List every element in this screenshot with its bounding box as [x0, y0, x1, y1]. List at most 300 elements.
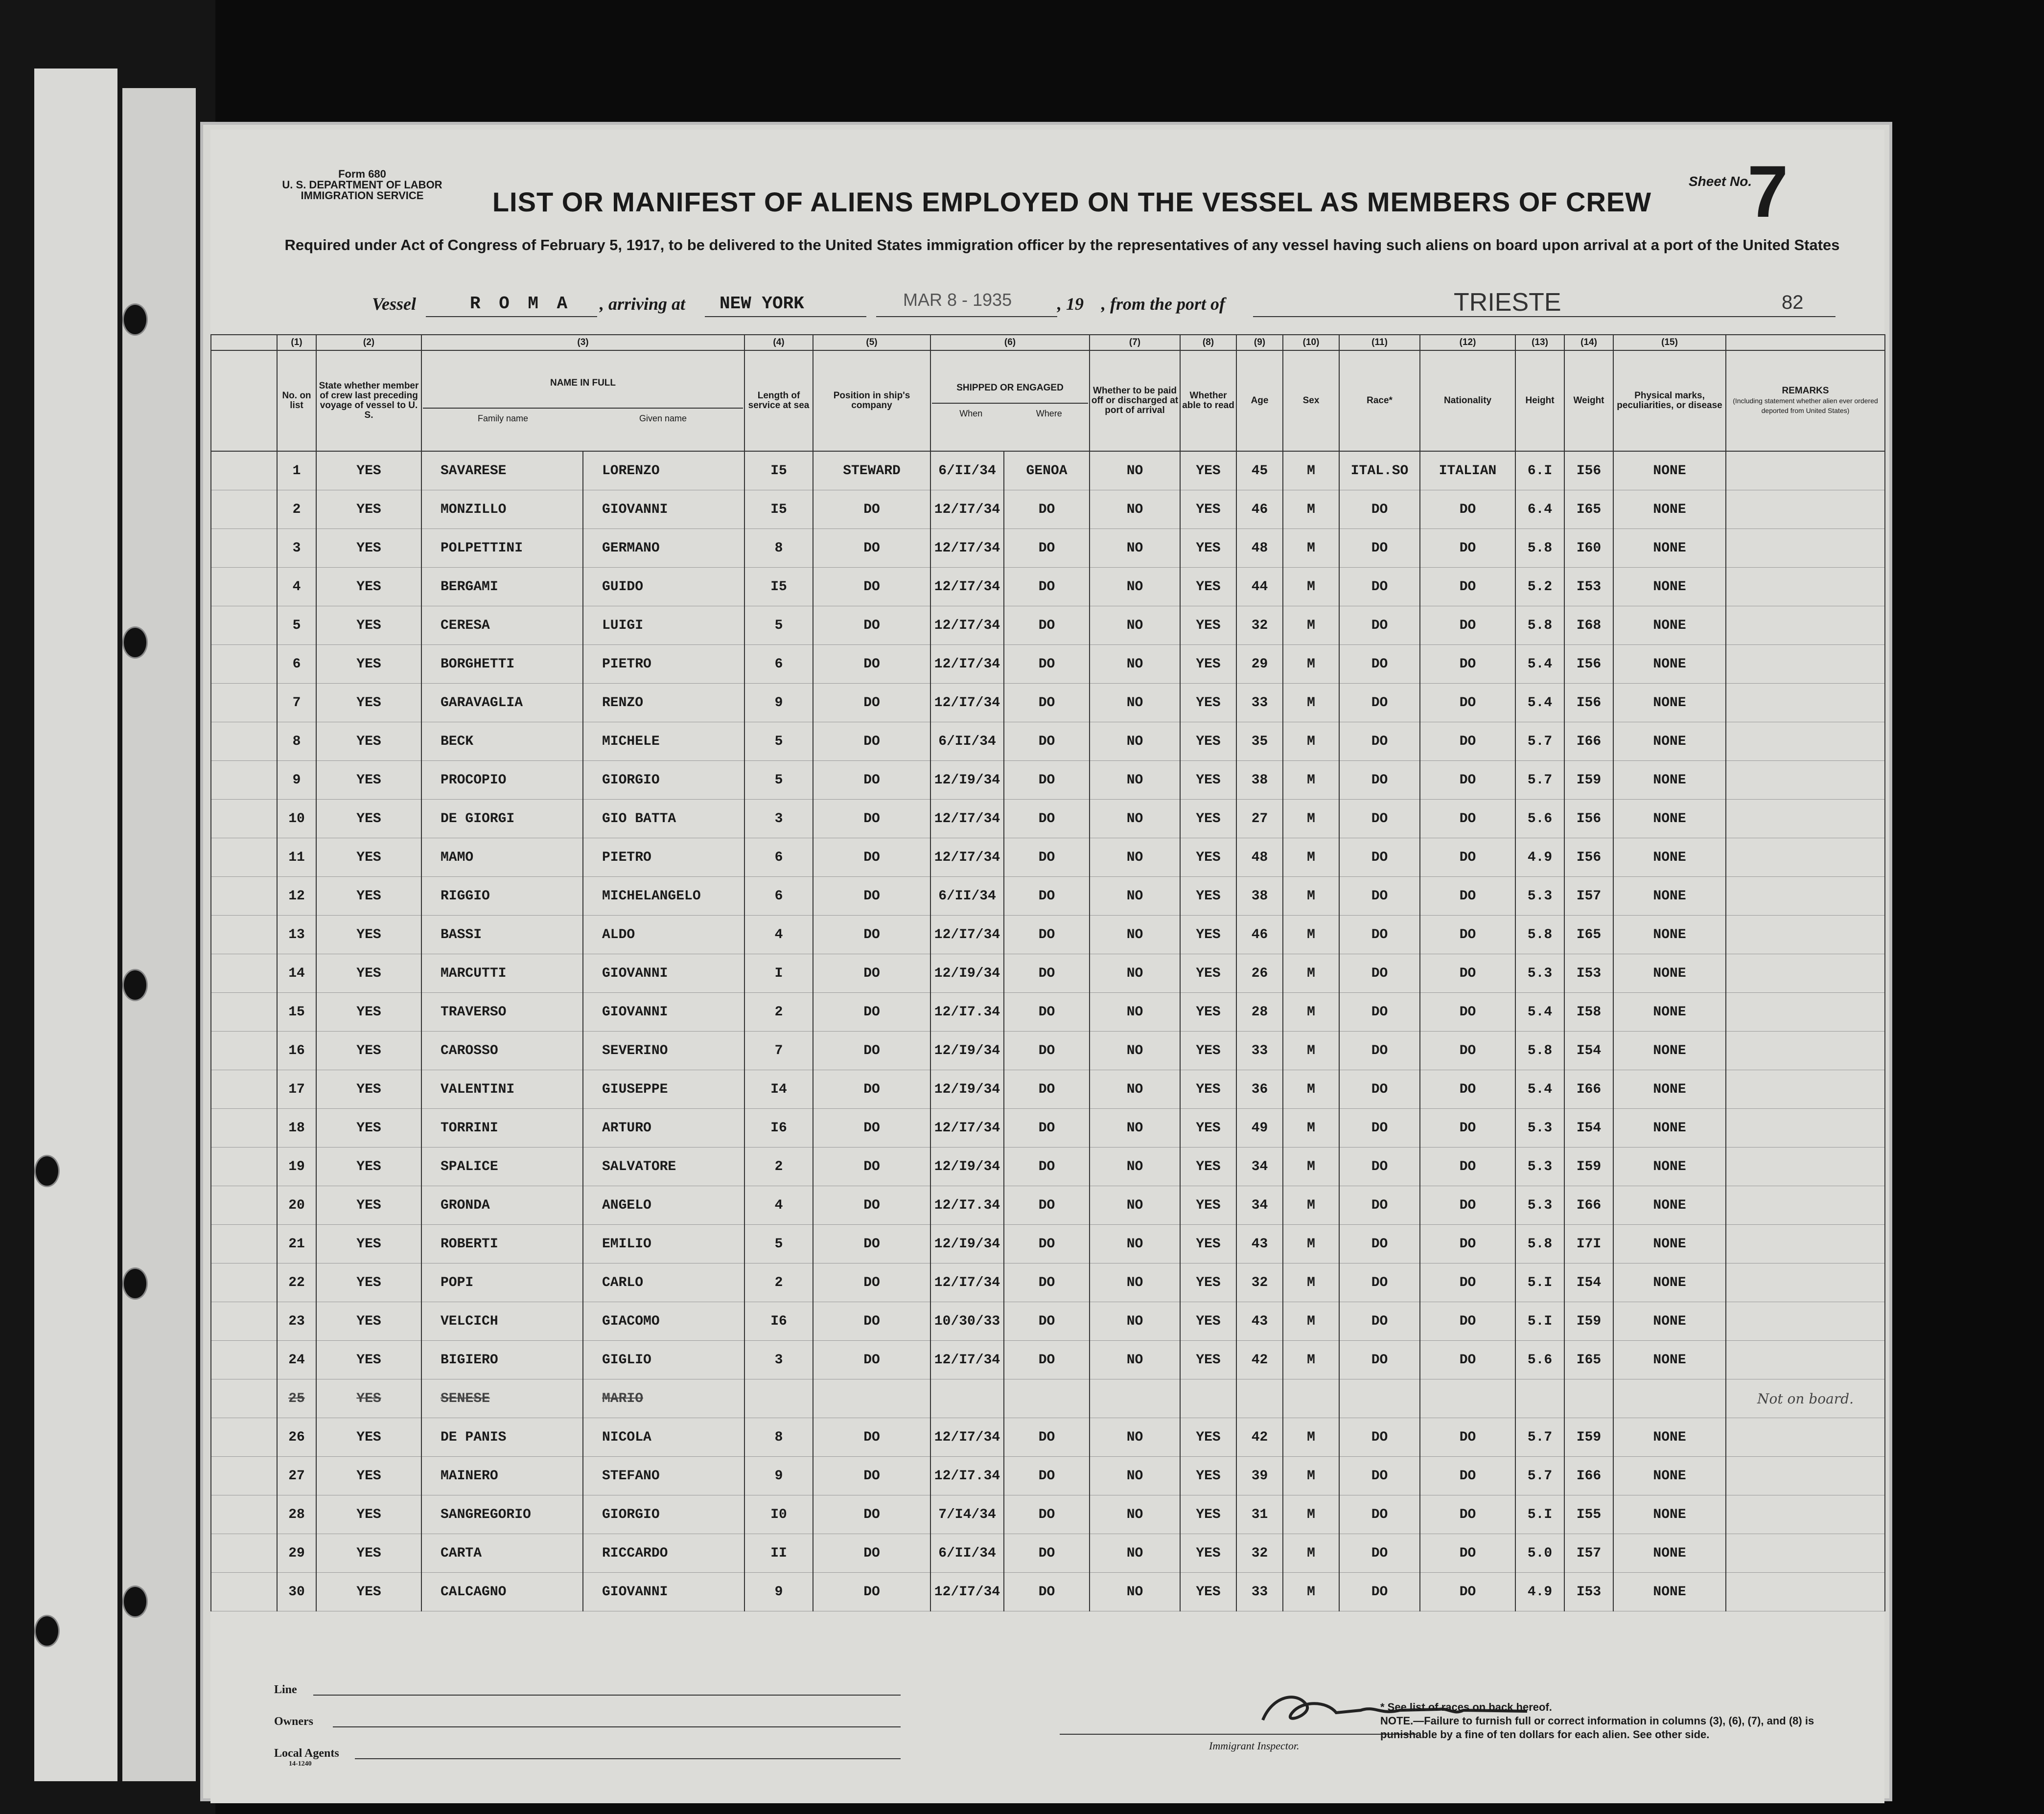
- cell-prev: YES: [316, 722, 421, 761]
- cell-service: 9: [744, 1457, 813, 1495]
- cell-nat: DO: [1420, 877, 1515, 916]
- col-header-sex: Sex: [1283, 350, 1339, 451]
- cell-prev: YES: [316, 1302, 421, 1341]
- cell-where: DO: [1004, 529, 1090, 568]
- cell-weight: I59: [1564, 1302, 1613, 1341]
- cell-nat: DO: [1420, 1457, 1515, 1495]
- cell-given: PIETRO: [583, 838, 744, 877]
- column-header-row: [211, 350, 1885, 451]
- cell-no: 8: [277, 722, 316, 761]
- cell-read: YES: [1180, 1418, 1236, 1457]
- col-header-blank: [211, 350, 277, 451]
- cell-paid: NO: [1090, 568, 1180, 606]
- cell-position: DO: [813, 1534, 930, 1573]
- cell-sex: M: [1283, 1148, 1339, 1186]
- cell-prev: YES: [316, 568, 421, 606]
- cell-remarks: Not on board.: [1726, 1379, 1885, 1418]
- cell-height: 5.7: [1515, 1418, 1564, 1457]
- cell-position: DO: [813, 645, 930, 684]
- cell-blank: [211, 993, 277, 1032]
- column-number-row: [211, 335, 1885, 350]
- cell-paid: NO: [1090, 1148, 1180, 1186]
- crew-row: [211, 1495, 1885, 1534]
- cell-height: 5.4: [1515, 645, 1564, 684]
- col-number-8: (8): [1180, 335, 1236, 350]
- cell-blank: [211, 1186, 277, 1225]
- cell-blank: [211, 1302, 277, 1341]
- cell-height: 4.9: [1515, 838, 1564, 877]
- cell-nat: DO: [1420, 838, 1515, 877]
- cell-where: DO: [1004, 684, 1090, 722]
- cell-service: 8: [744, 529, 813, 568]
- cell-height: 5.3: [1515, 1148, 1564, 1186]
- cell-position: DO: [813, 1263, 930, 1302]
- cell-no: 17: [277, 1070, 316, 1109]
- cell-weight: I7I: [1564, 1225, 1613, 1263]
- cell-paid: NO: [1090, 954, 1180, 993]
- cell-prev: YES: [316, 1573, 421, 1611]
- agents-underline: [355, 1758, 901, 1759]
- cell-when: 12/I7/34: [930, 1341, 1004, 1379]
- cell-position: DO: [813, 568, 930, 606]
- cell-when: 10/30/33: [930, 1302, 1004, 1341]
- col-header-shipped: [930, 350, 1090, 451]
- cell-paid: NO: [1090, 1418, 1180, 1457]
- cell-no: 15: [277, 993, 316, 1032]
- inspector-label: Immigrant Inspector.: [1209, 1740, 1300, 1752]
- cell-service: 3: [744, 1341, 813, 1379]
- cell-marks: NONE: [1613, 684, 1726, 722]
- cell-when: 12/I9/34: [930, 1070, 1004, 1109]
- cell-paid: NO: [1090, 606, 1180, 645]
- cell-service: 5: [744, 722, 813, 761]
- cell-family: DE GIORGI: [421, 800, 583, 838]
- cell-race: DO: [1339, 761, 1420, 800]
- port-label: , from the port of: [1101, 294, 1226, 314]
- cell-where: DO: [1004, 1225, 1090, 1263]
- cell-marks: NONE: [1613, 1457, 1726, 1495]
- cell-no: 13: [277, 916, 316, 954]
- col-header-name: [421, 350, 744, 451]
- cell-paid: NO: [1090, 916, 1180, 954]
- cell-paid: NO: [1090, 1573, 1180, 1611]
- col-header-prev-voyage: State whether member of crew last preceding voyage of vessel to U. S.: [316, 350, 421, 451]
- cell-marks: NONE: [1613, 1573, 1726, 1611]
- cell-age: 26: [1236, 954, 1283, 993]
- cell-when: 12/I7/34: [930, 800, 1004, 838]
- manifest-title: LIST OR MANIFEST OF ALIENS EMPLOYED ON THE VESSEL AS MEMBERS OF CREW: [492, 186, 1652, 217]
- cell-given: CARLO: [583, 1263, 744, 1302]
- cell-when: 12/I9/34: [930, 1032, 1004, 1070]
- cell-weight: I58: [1564, 993, 1613, 1032]
- cell-no: 30: [277, 1573, 316, 1611]
- cell-age: 34: [1236, 1148, 1283, 1186]
- folio-number: 82: [1782, 292, 1804, 313]
- cell-blank: [211, 1379, 277, 1418]
- cell-position: DO: [813, 1070, 930, 1109]
- cell-no: 11: [277, 838, 316, 877]
- crew-row: [211, 1148, 1885, 1186]
- cell-paid: NO: [1090, 838, 1180, 877]
- cell-paid: NO: [1090, 529, 1180, 568]
- col-header-remarks: [1726, 350, 1885, 451]
- form-number: Form 680: [338, 168, 386, 180]
- cell-where: DO: [1004, 761, 1090, 800]
- cell-weight: I53: [1564, 568, 1613, 606]
- cell-where: DO: [1004, 916, 1090, 954]
- cell-where: DO: [1004, 1109, 1090, 1148]
- cell-nat: DO: [1420, 1148, 1515, 1186]
- cell-sex: M: [1283, 838, 1339, 877]
- cell-given: GERMANO: [583, 529, 744, 568]
- cell-race: DO: [1339, 1457, 1420, 1495]
- cell-blank: [211, 1070, 277, 1109]
- cell-when: 12/I9/34: [930, 1148, 1004, 1186]
- col-number-15: (15): [1613, 335, 1726, 350]
- cell-sex: M: [1283, 1457, 1339, 1495]
- cell-read: YES: [1180, 1109, 1236, 1148]
- cell-given: STEFANO: [583, 1457, 744, 1495]
- cell-height: 5.I: [1515, 1495, 1564, 1534]
- crew-row: [211, 645, 1885, 684]
- cell-remarks: [1726, 1341, 1885, 1379]
- cell-read: YES: [1180, 993, 1236, 1032]
- cell-paid: NO: [1090, 490, 1180, 529]
- punch-hole: [122, 969, 148, 1001]
- cell-prev: YES: [316, 1341, 421, 1379]
- cell-blank: [211, 1457, 277, 1495]
- cell-prev: YES: [316, 993, 421, 1032]
- cell-service: 6: [744, 838, 813, 877]
- cell-where: DO: [1004, 1302, 1090, 1341]
- cell-family: CARTA: [421, 1534, 583, 1573]
- cell-age: 44: [1236, 568, 1283, 606]
- cell-nat: DO: [1420, 761, 1515, 800]
- cell-nat: DO: [1420, 1418, 1515, 1457]
- cell-position: DO: [813, 877, 930, 916]
- col-number-6: (6): [930, 335, 1090, 350]
- cell-prev: YES: [316, 451, 421, 490]
- cell-race: DO: [1339, 838, 1420, 877]
- cell-age: 38: [1236, 761, 1283, 800]
- cell-when: 12/I7/34: [930, 1418, 1004, 1457]
- cell-family: BERGAMI: [421, 568, 583, 606]
- crew-row: [211, 451, 1885, 490]
- cell-sex: M: [1283, 1225, 1339, 1263]
- cell-marks: NONE: [1613, 606, 1726, 645]
- cell-paid: NO: [1090, 761, 1180, 800]
- cell-age: 43: [1236, 1302, 1283, 1341]
- cell-no: 14: [277, 954, 316, 993]
- cell-nat: DO: [1420, 490, 1515, 529]
- cell-nat: DO: [1420, 1495, 1515, 1534]
- cell-family: GARAVAGLIA: [421, 684, 583, 722]
- where-header: Where: [1036, 409, 1062, 418]
- cell-height: 5.4: [1515, 1070, 1564, 1109]
- cell-weight: I55: [1564, 1495, 1613, 1534]
- cell-race: DO: [1339, 993, 1420, 1032]
- crew-row: [211, 838, 1885, 877]
- cell-where: GENOA: [1004, 451, 1090, 490]
- crew-row: [211, 1418, 1885, 1457]
- cell-where: DO: [1004, 1263, 1090, 1302]
- cell-marks: NONE: [1613, 1109, 1726, 1148]
- cell-where: DO: [1004, 1457, 1090, 1495]
- cell-paid: NO: [1090, 645, 1180, 684]
- cell-sex: M: [1283, 877, 1339, 916]
- cell-no: 3: [277, 529, 316, 568]
- cell-nat: DO: [1420, 1534, 1515, 1573]
- cell-read: YES: [1180, 1573, 1236, 1611]
- col-number-3: (3): [421, 335, 744, 350]
- cell-family: SAVARESE: [421, 451, 583, 490]
- cell-remarks: [1726, 1225, 1885, 1263]
- cell-paid: NO: [1090, 1109, 1180, 1148]
- shipped-header: SHIPPED OR ENGAGED: [956, 383, 1064, 393]
- cell-when: 12/I7/34: [930, 490, 1004, 529]
- cell-nat: DO: [1420, 568, 1515, 606]
- col-number-11: (11): [1339, 335, 1420, 350]
- cell-when: 12/I7/34: [930, 1263, 1004, 1302]
- cell-sex: M: [1283, 916, 1339, 954]
- col-header-marks: Physical marks, peculiarities, or disease: [1613, 350, 1726, 451]
- cell-marks: NONE: [1613, 1302, 1726, 1341]
- crew-table-wrap: [210, 334, 1884, 1619]
- cell-when: 12/I7.34: [930, 1457, 1004, 1495]
- cell-read: YES: [1180, 1186, 1236, 1225]
- cell-no: 18: [277, 1109, 316, 1148]
- cell-position: DO: [813, 838, 930, 877]
- cell-marks: NONE: [1613, 877, 1726, 916]
- cell-height: 5.8: [1515, 529, 1564, 568]
- cell-prev: YES: [316, 645, 421, 684]
- cell-when: 12/I7/34: [930, 916, 1004, 954]
- cell-nat: DO: [1420, 1070, 1515, 1109]
- cell-age: [1236, 1379, 1283, 1418]
- col-header-position: Position in ship's company: [813, 350, 930, 451]
- cell-when: 6/II/34: [930, 1534, 1004, 1573]
- cell-position: DO: [813, 1032, 930, 1070]
- crew-row: [211, 1302, 1885, 1341]
- cell-race: DO: [1339, 877, 1420, 916]
- cell-remarks: [1726, 606, 1885, 645]
- cell-given: SALVATORE: [583, 1148, 744, 1186]
- cell-race: DO: [1339, 1148, 1420, 1186]
- cell-family: BASSI: [421, 916, 583, 954]
- cell-weight: I66: [1564, 1186, 1613, 1225]
- cell-height: 5.3: [1515, 954, 1564, 993]
- cell-age: 32: [1236, 606, 1283, 645]
- cell-race: DO: [1339, 1186, 1420, 1225]
- cell-no: 10: [277, 800, 316, 838]
- cell-weight: I57: [1564, 1534, 1613, 1573]
- cell-race: DO: [1339, 1534, 1420, 1573]
- cell-given: GIUSEPPE: [583, 1070, 744, 1109]
- cell-read: YES: [1180, 761, 1236, 800]
- cell-when: 12/I7/34: [930, 684, 1004, 722]
- cell-blank: [211, 606, 277, 645]
- departure-port: TRIESTE: [1454, 288, 1561, 317]
- cell-marks: NONE: [1613, 1148, 1726, 1186]
- cell-race: [1339, 1379, 1420, 1418]
- cell-age: 33: [1236, 1032, 1283, 1070]
- cell-marks: NONE: [1613, 1341, 1726, 1379]
- cell-age: 28: [1236, 993, 1283, 1032]
- cell-age: 31: [1236, 1495, 1283, 1534]
- cell-paid: [1090, 1379, 1180, 1418]
- cell-read: YES: [1180, 954, 1236, 993]
- cell-when: 7/I4/34: [930, 1495, 1004, 1534]
- cell-read: YES: [1180, 877, 1236, 916]
- cell-remarks: [1726, 1495, 1885, 1534]
- manifest-sheet: [210, 130, 1884, 1803]
- cell-given: RICCARDO: [583, 1534, 744, 1573]
- cell-given: GIACOMO: [583, 1302, 744, 1341]
- cell-blank: [211, 1032, 277, 1070]
- cell-where: DO: [1004, 1341, 1090, 1379]
- cell-prev: YES: [316, 1148, 421, 1186]
- cell-height: 5.7: [1515, 722, 1564, 761]
- cell-family: BORGHETTI: [421, 645, 583, 684]
- cell-service: I0: [744, 1495, 813, 1534]
- crew-row: [211, 1263, 1885, 1302]
- cell-no: 6: [277, 645, 316, 684]
- cell-service: 6: [744, 645, 813, 684]
- cell-given: SEVERINO: [583, 1032, 744, 1070]
- cell-sex: M: [1283, 761, 1339, 800]
- cell-when: 12/I7/34: [930, 529, 1004, 568]
- cell-prev: YES: [316, 529, 421, 568]
- cell-no: 21: [277, 1225, 316, 1263]
- crew-row: [211, 800, 1885, 838]
- crew-row: [211, 529, 1885, 568]
- cell-weight: I59: [1564, 1148, 1613, 1186]
- cell-read: YES: [1180, 722, 1236, 761]
- cell-race: DO: [1339, 568, 1420, 606]
- cell-paid: NO: [1090, 1225, 1180, 1263]
- cell-service: I4: [744, 1070, 813, 1109]
- cell-prev: YES: [316, 1109, 421, 1148]
- sheet-number: 7: [1747, 150, 1788, 232]
- cell-blank: [211, 1263, 277, 1302]
- cell-weight: I59: [1564, 761, 1613, 800]
- cell-family: BECK: [421, 722, 583, 761]
- cell-height: 5.7: [1515, 761, 1564, 800]
- binder-background: [0, 0, 215, 1814]
- cell-remarks: [1726, 993, 1885, 1032]
- cell-read: YES: [1180, 1070, 1236, 1109]
- cell-height: 5.8: [1515, 1032, 1564, 1070]
- cell-where: DO: [1004, 1070, 1090, 1109]
- cell-service: I5: [744, 451, 813, 490]
- cell-prev: YES: [316, 1032, 421, 1070]
- cell-marks: NONE: [1613, 993, 1726, 1032]
- cell-no: 19: [277, 1148, 316, 1186]
- cell-where: DO: [1004, 1032, 1090, 1070]
- cell-height: 5.0: [1515, 1534, 1564, 1573]
- cell-family: TORRINI: [421, 1109, 583, 1148]
- cell-when: 6/II/34: [930, 877, 1004, 916]
- cell-family: CALCAGNO: [421, 1573, 583, 1611]
- cell-race: DO: [1339, 645, 1420, 684]
- cell-weight: I66: [1564, 722, 1613, 761]
- cell-family: PROCOPIO: [421, 761, 583, 800]
- cell-position: DO: [813, 1225, 930, 1263]
- cell-when: 12/I9/34: [930, 954, 1004, 993]
- cell-race: DO: [1339, 606, 1420, 645]
- cell-family: POPI: [421, 1263, 583, 1302]
- cell-nat: DO: [1420, 606, 1515, 645]
- cell-race: DO: [1339, 722, 1420, 761]
- cell-family: TRAVERSO: [421, 993, 583, 1032]
- cell-weight: I56: [1564, 645, 1613, 684]
- cell-prev: YES: [316, 916, 421, 954]
- cell-family: VELCICH: [421, 1302, 583, 1341]
- cell-race: DO: [1339, 529, 1420, 568]
- cell-service: 2: [744, 1148, 813, 1186]
- cell-where: DO: [1004, 877, 1090, 916]
- cell-blank: [211, 451, 277, 490]
- cell-blank: [211, 1225, 277, 1263]
- cell-no: 5: [277, 606, 316, 645]
- punch-hole: [122, 1585, 148, 1618]
- cell-given: GIOVANNI: [583, 993, 744, 1032]
- cell-race: DO: [1339, 1032, 1420, 1070]
- vessel-label: Vessel: [372, 294, 416, 314]
- cell-prev: YES: [316, 490, 421, 529]
- col-header-weight: Weight: [1564, 350, 1613, 451]
- crew-row: [211, 1534, 1885, 1573]
- cell-weight: I60: [1564, 529, 1613, 568]
- cell-family: BIGIERO: [421, 1341, 583, 1379]
- cell-age: 33: [1236, 684, 1283, 722]
- cell-given: GIO BATTA: [583, 800, 744, 838]
- cell-marks: NONE: [1613, 1418, 1726, 1457]
- cell-race: DO: [1339, 490, 1420, 529]
- cell-race: DO: [1339, 1302, 1420, 1341]
- cell-paid: NO: [1090, 877, 1180, 916]
- col-number-2: (2): [316, 335, 421, 350]
- cell-when: 12/I9/34: [930, 761, 1004, 800]
- cell-remarks: [1726, 1070, 1885, 1109]
- cell-family: MONZILLO: [421, 490, 583, 529]
- cell-position: DO: [813, 1302, 930, 1341]
- cell-position: DO: [813, 916, 930, 954]
- cell-blank: [211, 722, 277, 761]
- when-header: When: [959, 409, 983, 418]
- cell-sex: M: [1283, 645, 1339, 684]
- cell-service: 6: [744, 877, 813, 916]
- cell-marks: NONE: [1613, 838, 1726, 877]
- arrival-underline: [705, 316, 866, 317]
- cell-sex: M: [1283, 529, 1339, 568]
- crew-row: [211, 877, 1885, 916]
- cell-paid: NO: [1090, 722, 1180, 761]
- cell-read: YES: [1180, 1534, 1236, 1573]
- punch-hole: [34, 1155, 60, 1187]
- cell-given: GIOVANNI: [583, 1573, 744, 1611]
- cell-position: DO: [813, 529, 930, 568]
- cell-sex: M: [1283, 684, 1339, 722]
- col-header-paid-off: Whether to be paid off or discharged at port of arrival: [1090, 350, 1180, 451]
- cell-service: 5: [744, 761, 813, 800]
- cell-position: DO: [813, 954, 930, 993]
- cell-weight: I56: [1564, 684, 1613, 722]
- cell-age: 27: [1236, 800, 1283, 838]
- cell-marks: NONE: [1613, 954, 1726, 993]
- col-number-5: (5): [813, 335, 930, 350]
- cell-position: DO: [813, 722, 930, 761]
